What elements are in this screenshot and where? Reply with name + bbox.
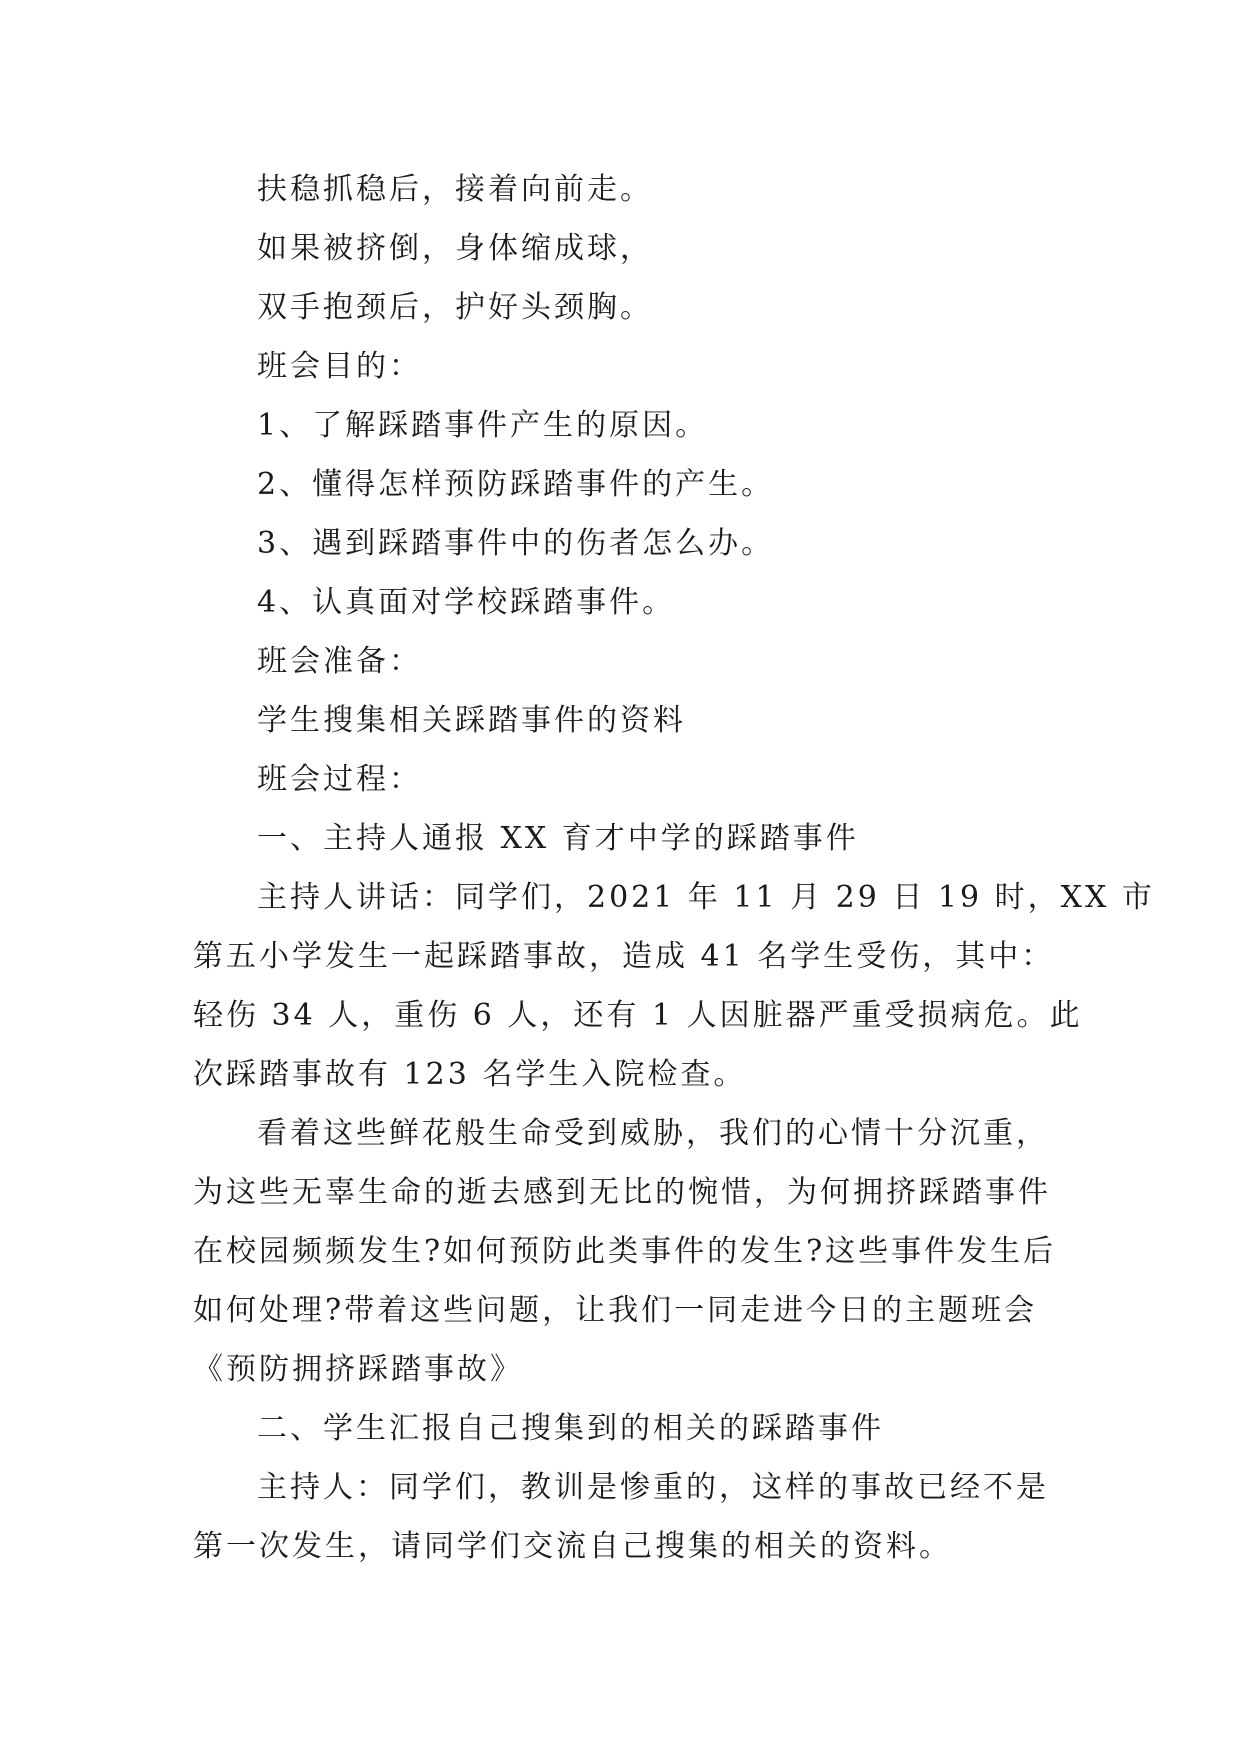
body-line: 在校园频频发生?如何预防此类事件的发生?这些事件发生后 — [193, 1234, 1057, 1269]
body-line: 扶稳抓稳后，接着向前走。 — [257, 172, 653, 207]
list-item: 4、认真面对学校踩踏事件。 — [257, 585, 676, 620]
body-line: 一、主持人通报 XX 育才中学的踩踏事件 — [257, 821, 859, 856]
body-line: 次踩踏事故有 123 名学生入院检查。 — [193, 1057, 747, 1092]
list-item: 1、了解踩踏事件产生的原因。 — [257, 408, 709, 443]
section-heading: 班会准备： — [257, 644, 422, 679]
section-heading: 班会目的： — [257, 349, 422, 384]
list-item: 3、遇到踩踏事件中的伤者怎么办。 — [257, 526, 775, 561]
body-line: 看着这些鲜花般生命受到威胁，我们的心情十分沉重， — [257, 1116, 1049, 1151]
list-item: 2、懂得怎样预防踩踏事件的产生。 — [257, 467, 775, 502]
body-line: 《预防拥挤踩踏事故》 — [193, 1352, 523, 1387]
body-line: 为这些无辜生命的逝去感到无比的惋惜，为何拥挤踩踏事件 — [193, 1175, 1051, 1210]
body-line: 如何处理?带着这些问题，让我们一同走进今日的主题班会 — [193, 1293, 1038, 1328]
body-line: 轻伤 34 人，重伤 6 人，还有 1 人因脏器严重受损病危。此 — [193, 998, 1083, 1033]
body-line: 双手抱颈后，护好头颈胸。 — [257, 290, 653, 325]
body-line: 学生搜集相关踩踏事件的资料 — [257, 703, 686, 738]
body-line: 第一次发生，请同学们交流自己搜集的相关的资料。 — [193, 1529, 952, 1564]
section-heading: 班会过程： — [257, 762, 422, 797]
body-line: 主持人：同学们，教训是惨重的，这样的事故已经不是 — [257, 1470, 1049, 1505]
body-line: 主持人讲话：同学们，2021 年 11 月 29 日 19 时，XX 市 — [257, 880, 1155, 915]
body-line: 二、学生汇报自己搜集到的相关的踩踏事件 — [257, 1411, 884, 1446]
body-line: 如果被挤倒，身体缩成球， — [257, 231, 653, 266]
document-body — [193, 160, 1155, 1576]
body-line: 第五小学发生一起踩踏事故，造成 41 名学生受伤，其中： — [193, 939, 1055, 974]
